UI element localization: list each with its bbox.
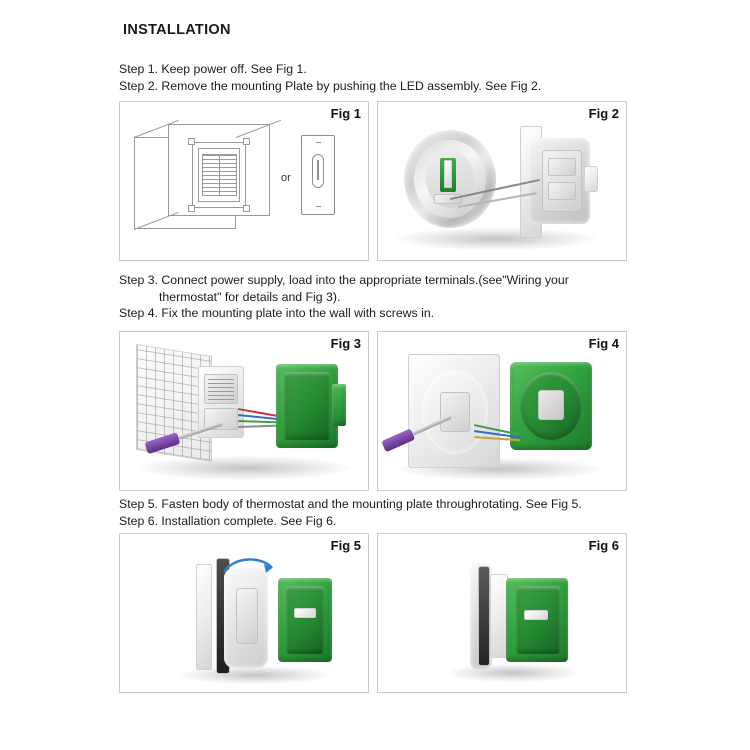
figure-1-or-label: or (281, 172, 291, 184)
figure-3-label: Fig 3 (330, 336, 361, 351)
page-title: INSTALLATION (123, 22, 231, 38)
figure-2-artwork (378, 102, 626, 260)
figure-4 (377, 331, 627, 491)
step-line: Step 5. Fasten body of thermostat and the mounting plate throughrotating. See Fig 5. (119, 497, 582, 511)
figure-1 (119, 101, 369, 261)
rotation-arrow-icon (220, 552, 276, 578)
figure-6 (377, 533, 627, 693)
figure-5-label: Fig 5 (330, 538, 361, 553)
figure-5 (119, 533, 369, 693)
steps-group-1 (119, 61, 541, 94)
step-line: Step 1. Keep power off. See Fig 1. (119, 62, 307, 76)
figure-row-2 (119, 331, 627, 491)
figure-6-label: Fig 6 (588, 538, 619, 553)
step-line: Step 4. Fix the mounting plate into the wall with screws in. (119, 306, 435, 320)
step-line: Step 2. Remove the mounting Plate by pushing the LED assembly. See Fig 2. (119, 78, 542, 93)
figure-2-label: Fig 2 (588, 106, 619, 121)
figure-2 (377, 101, 627, 261)
figure-3 (119, 331, 369, 491)
step-line: Step 3. Connect power supply, load into the appropriate terminals.(see"Wiring your (119, 273, 569, 287)
figure-row-1 (119, 101, 627, 261)
steps-group-2 (119, 272, 569, 322)
figure-5-artwork (120, 534, 368, 692)
figure-4-artwork (378, 332, 626, 490)
figure-row-3 (119, 533, 627, 693)
steps-group-3 (119, 496, 582, 529)
figure-4-label: Fig 4 (588, 336, 619, 351)
figure-6-artwork (378, 534, 626, 692)
figure-3-artwork (120, 332, 368, 490)
figure-1-artwork (120, 102, 368, 260)
step-line: thermostat" for details and Fig 3). (159, 289, 341, 304)
step-line: Step 6. Installation complete. See Fig 6. (119, 513, 337, 528)
figure-1-label: Fig 1 (330, 106, 361, 121)
